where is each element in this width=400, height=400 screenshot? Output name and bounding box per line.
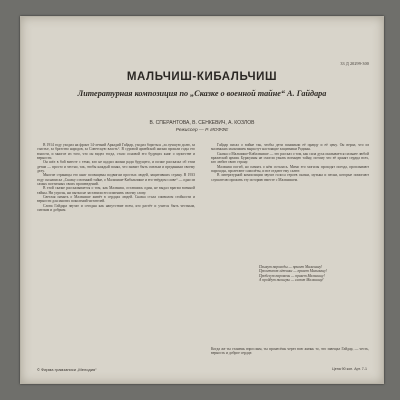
liner-paragraph: Слова Гайдара звучат и сегодня как напутствие всем, кто растёт и учится быть честным, смелым и добрым. — [37, 203, 195, 213]
album-title: МАЛЬЧИШ-КИБАЛЬЧИШ — [126, 71, 278, 83]
poem-excerpt — [259, 265, 349, 282]
liner-paragraph: Он шёл в бой вместе с теми, кто не щадил жизни ради будущего, и позже рассказал об этом детям — просто и честно, так, чтобы каждый понял, что значит быть смелым и преданным своему делу. — [37, 160, 195, 174]
catalog-number: 33 Д 20299-300 — [340, 61, 369, 66]
album-subtitle: Литературная композиция по „Сказке о военной тайне“ А. Гайдара — [77, 89, 327, 98]
liner-paragraph: Гайдар писал о войне так, чтобы дети понимали её правду и её цену. Он верил, что из маленьких мальчишек вырастут настоящие защитники Родины. — [211, 143, 369, 152]
poem-line: Плывут пароходы — привет Мальчишу! — [259, 265, 323, 269]
director-credit: Режиссер — Р. ИОФФЕ — [175, 128, 229, 133]
liner-notes-right — [211, 143, 369, 261]
poem-line: Пробегут паровозы — привет Мальчишу! — [259, 273, 325, 278]
performer-credits: В. СПЕРАНТОВА, В. СЕНКЕВИЧ, А. КОЗЛОВ — [149, 120, 255, 126]
liner-paragraph: Сказка о Мальчише-Кибальчише — это рассказ о том, как сила духа оказывается сильнее любой вражеской армии. Буржуины не смогли узнать военную тайну, потому что её хранят сердца всех, кто любит свою страну. — [211, 151, 369, 165]
record-sleeve — [20, 16, 384, 384]
liner-paragraph: В литературной композиции звучат голоса героев сказки, музыка и песни, которые помогают слушателю прожить эту историю вместе с Мальчишем. — [211, 173, 369, 182]
liner-notes-left — [37, 143, 195, 357]
liner-paragraph: Мальчиш погиб, но память о нём осталась. Мимо его могилы проходят поезда, проплывают пароходы, пролетают самолёты, и все отдают ему салют. — [211, 164, 369, 174]
publisher-copyright: © Фирма грамзаписи „Мелодия“ — [37, 367, 97, 372]
liner-paragraph: В 1914 году уходил на фронт 14-летний Аркадий Гайдар, уходил бороться „за лучшую долю, за счастье, за братство народов, за Советскую власть“. В суровой армейской жизни прошли годы его юности, и многое из того, что он видел тогда, стало основой его будущих книг о мужестве и верности. — [37, 143, 195, 161]
liner-closing: Когда же ты станешь взрослым, ты пронесёшь через всю жизнь то, что завещал Гайдар, — честь, верность и доброе сердце. — [211, 347, 369, 356]
liner-paragraph: Многие страницы его книг посвящены подвигам простых людей, защитивших страну. В 1933 году он написал „Сказку о военной тайне, о Мальчише-Кибальчише и его твёрдом слове“ — одно из самых поэтичных своих произведений. — [37, 173, 195, 187]
poem-line: А пройдут пионеры — салют Мальчишу! — [259, 278, 324, 283]
liner-paragraph: Светлая память о Мальчише живёт в сердцах людей. Сказка стала символом стойкости и верности для многих поколений читателей. — [37, 195, 195, 204]
liner-paragraph: В этой сказке рассказывается о том, как Мальчиш, оставшись один, не выдал врагам военной тайны. Ни угрозы, ни пытки не заставили его изменить своему слову. — [37, 186, 195, 195]
price-info: Цена 90 коп. Арт. 7-1 — [332, 367, 367, 371]
poem-line: Пролетают лётчики — привет Мальчишу! — [259, 269, 328, 274]
